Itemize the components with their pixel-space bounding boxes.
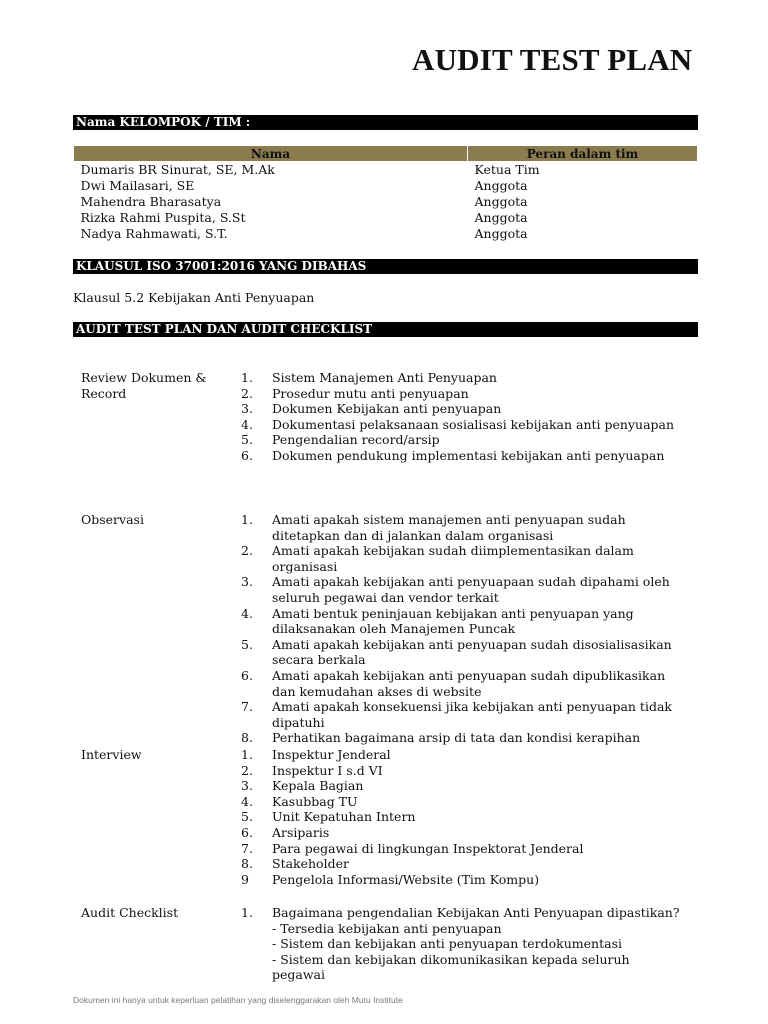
list-item [241, 905, 682, 983]
team-section-header: Nama KELOMPOK / TIM : [73, 115, 698, 130]
item-text: Dokumen pendukung implementasi kebijakan anti penyuapan [272, 447, 665, 463]
member-name: Mahendra Bharasatya [80, 194, 222, 209]
section-label: Interview [81, 747, 142, 762]
item-text: Amati apakah kebijakan anti penyuapan sudah disosialisasikan secara berkala [272, 636, 672, 668]
list-item [241, 574, 682, 605]
item-number: 6. [241, 447, 253, 463]
item-text: Stakeholder [272, 856, 349, 872]
observation-list [241, 512, 682, 746]
footer-note: Dokumen ini hanya untuk keperluan pelatihan yang diselenggarakan oleh Mutu Institute [73, 995, 403, 1005]
team-table-header-row [74, 146, 698, 162]
list-item [241, 401, 682, 417]
list-item [241, 668, 682, 699]
checklist-subitem: - Tersedia kebijakan anti penyuapan [272, 920, 502, 936]
list-item [241, 763, 682, 779]
item-number: 8. [241, 856, 253, 872]
item-number: 8. [241, 730, 253, 746]
item-text: Perhatikan bagaimana arsip di tata dan kondisi kerapihan [272, 730, 641, 746]
list-item [241, 417, 682, 433]
table-row [74, 194, 698, 210]
section-label: Observasi [81, 512, 144, 527]
page-title: AUDIT TEST PLAN [412, 42, 693, 77]
member-name: Rizka Rahmi Puspita, S.St [80, 210, 246, 225]
item-text: Amati apakah kebijakan anti penyuapan sudah dipublikasikan dan kemudahan akses di website [272, 667, 666, 699]
list-item [241, 448, 682, 464]
list-item [241, 543, 682, 574]
item-number: 5. [241, 636, 253, 652]
list-item [241, 512, 682, 543]
item-number: 3. [241, 401, 253, 417]
member-name: Nadya Rahmawati, S.T. [80, 226, 228, 241]
item-number: 2. [241, 385, 253, 401]
item-number: 7. [241, 840, 253, 856]
member-name: Dwi Mailasari, SE [80, 178, 195, 193]
table-row [74, 210, 698, 226]
item-number: 3. [241, 574, 253, 590]
list-item [241, 872, 682, 888]
interview-list [241, 747, 682, 887]
section-label: Audit Checklist [81, 905, 179, 920]
plan-section-header: AUDIT TEST PLAN DAN AUDIT CHECKLIST [73, 322, 698, 337]
list-item [241, 370, 682, 386]
item-number: 4. [241, 793, 253, 809]
item-number: 6. [241, 667, 253, 683]
list-item [241, 856, 682, 872]
role-column-header: Peran dalam tim [468, 146, 698, 162]
list-item [241, 794, 682, 810]
team-table [73, 145, 698, 242]
list-item [241, 386, 682, 402]
item-number: 1. [241, 905, 253, 920]
item-text: Pengendalian record/arsip [272, 432, 440, 448]
item-text: Amati apakah kebijakan sudah diimplementasikan dalam organisasi [272, 543, 634, 574]
list-item [241, 637, 682, 668]
clause-section-header: KLAUSUL ISO 37001:2016 YANG DIBAHAS [73, 259, 698, 274]
item-text: Dokumentasi pelaksanaan sosialisasi kebijakan anti penyuapan [272, 416, 675, 432]
item-text: Arsiparis [272, 824, 330, 840]
item-text: Inspektur I s.d VI [272, 762, 383, 778]
item-number: 7. [241, 699, 253, 715]
member-role: Anggota [474, 178, 528, 193]
table-row [74, 226, 698, 242]
item-number: 6. [241, 824, 253, 840]
item-number: 9 [241, 871, 249, 887]
item-number: 4. [241, 416, 253, 432]
item-text: Amati apakah sistem manajemen anti penyuapan sudah ditetapkan dan di jalankan dalam organisasi [272, 512, 626, 543]
table-row [74, 162, 698, 179]
member-role: Anggota [474, 194, 528, 209]
list-item [241, 432, 682, 448]
item-text: Kasubbag TU [272, 793, 358, 809]
member-role: Anggota [474, 226, 528, 241]
list-item [241, 606, 682, 637]
name-column-header: Nama [74, 146, 468, 162]
member-name: Dumaris BR Sinurat, SE, M.Ak [80, 162, 275, 177]
item-number: 2. [241, 762, 253, 778]
item-number: 5. [241, 809, 253, 825]
item-text: Amati apakah kebijakan anti penyuapaan sudah dipahami oleh seluruh pegawai dan vendor terkait [272, 574, 670, 605]
item-text: Amati apakah konsekuensi jika kebijakan anti penyuapan tidak dipatuhi [272, 699, 672, 730]
item-text: Kepala Bagian [272, 778, 364, 794]
item-text: Dokumen Kebijakan anti penyuapan [272, 401, 502, 417]
item-text: Sistem Manajemen Anti Penyuapan [272, 370, 497, 385]
checklist-list [241, 905, 682, 983]
checklist-subitem: - Sistem dan kebijakan dikomunikasikan kepada seluruh pegawai [272, 951, 630, 983]
list-item [241, 825, 682, 841]
member-role: Anggota [474, 210, 528, 225]
item-number: 2. [241, 543, 253, 559]
item-text: Bagaimana pengendalian Kebijakan Anti Penyuapan dipastikan? [272, 905, 680, 920]
item-number: 1. [241, 512, 253, 527]
list-item [241, 699, 682, 730]
review-list [241, 370, 682, 464]
checklist-subitem: - Sistem dan kebijakan anti penyuapan terdokumentasi [272, 936, 622, 952]
list-item [241, 747, 682, 763]
item-text: Unit Kepatuhan Intern [272, 809, 416, 825]
item-number: 4. [241, 605, 253, 621]
item-number: 5. [241, 432, 253, 448]
item-text: Amati bentuk peninjauan kebijakan anti penyuapan yang dilaksanakan oleh Manajemen Puncak [272, 605, 634, 637]
list-item [241, 778, 682, 794]
item-number: 3. [241, 778, 253, 794]
item-text: Para pegawai di lingkungan Inspektorat Jenderal [272, 840, 584, 856]
member-role: Ketua Tim [474, 162, 540, 177]
list-item [241, 809, 682, 825]
list-item [241, 730, 682, 746]
table-row [74, 178, 698, 194]
clause-text: Klausul 5.2 Kebijakan Anti Penyuapan [73, 290, 315, 305]
item-number: 1. [241, 370, 253, 385]
item-number: 1. [241, 747, 253, 762]
item-text: Inspektur Jenderal [272, 747, 391, 762]
section-label: Review Dokumen & Record [81, 370, 207, 401]
item-text: Pengelola Informasi/Website (Tim Kompu) [272, 871, 540, 887]
list-item [241, 841, 682, 857]
item-text: Prosedur mutu anti penyuapan [272, 385, 469, 401]
